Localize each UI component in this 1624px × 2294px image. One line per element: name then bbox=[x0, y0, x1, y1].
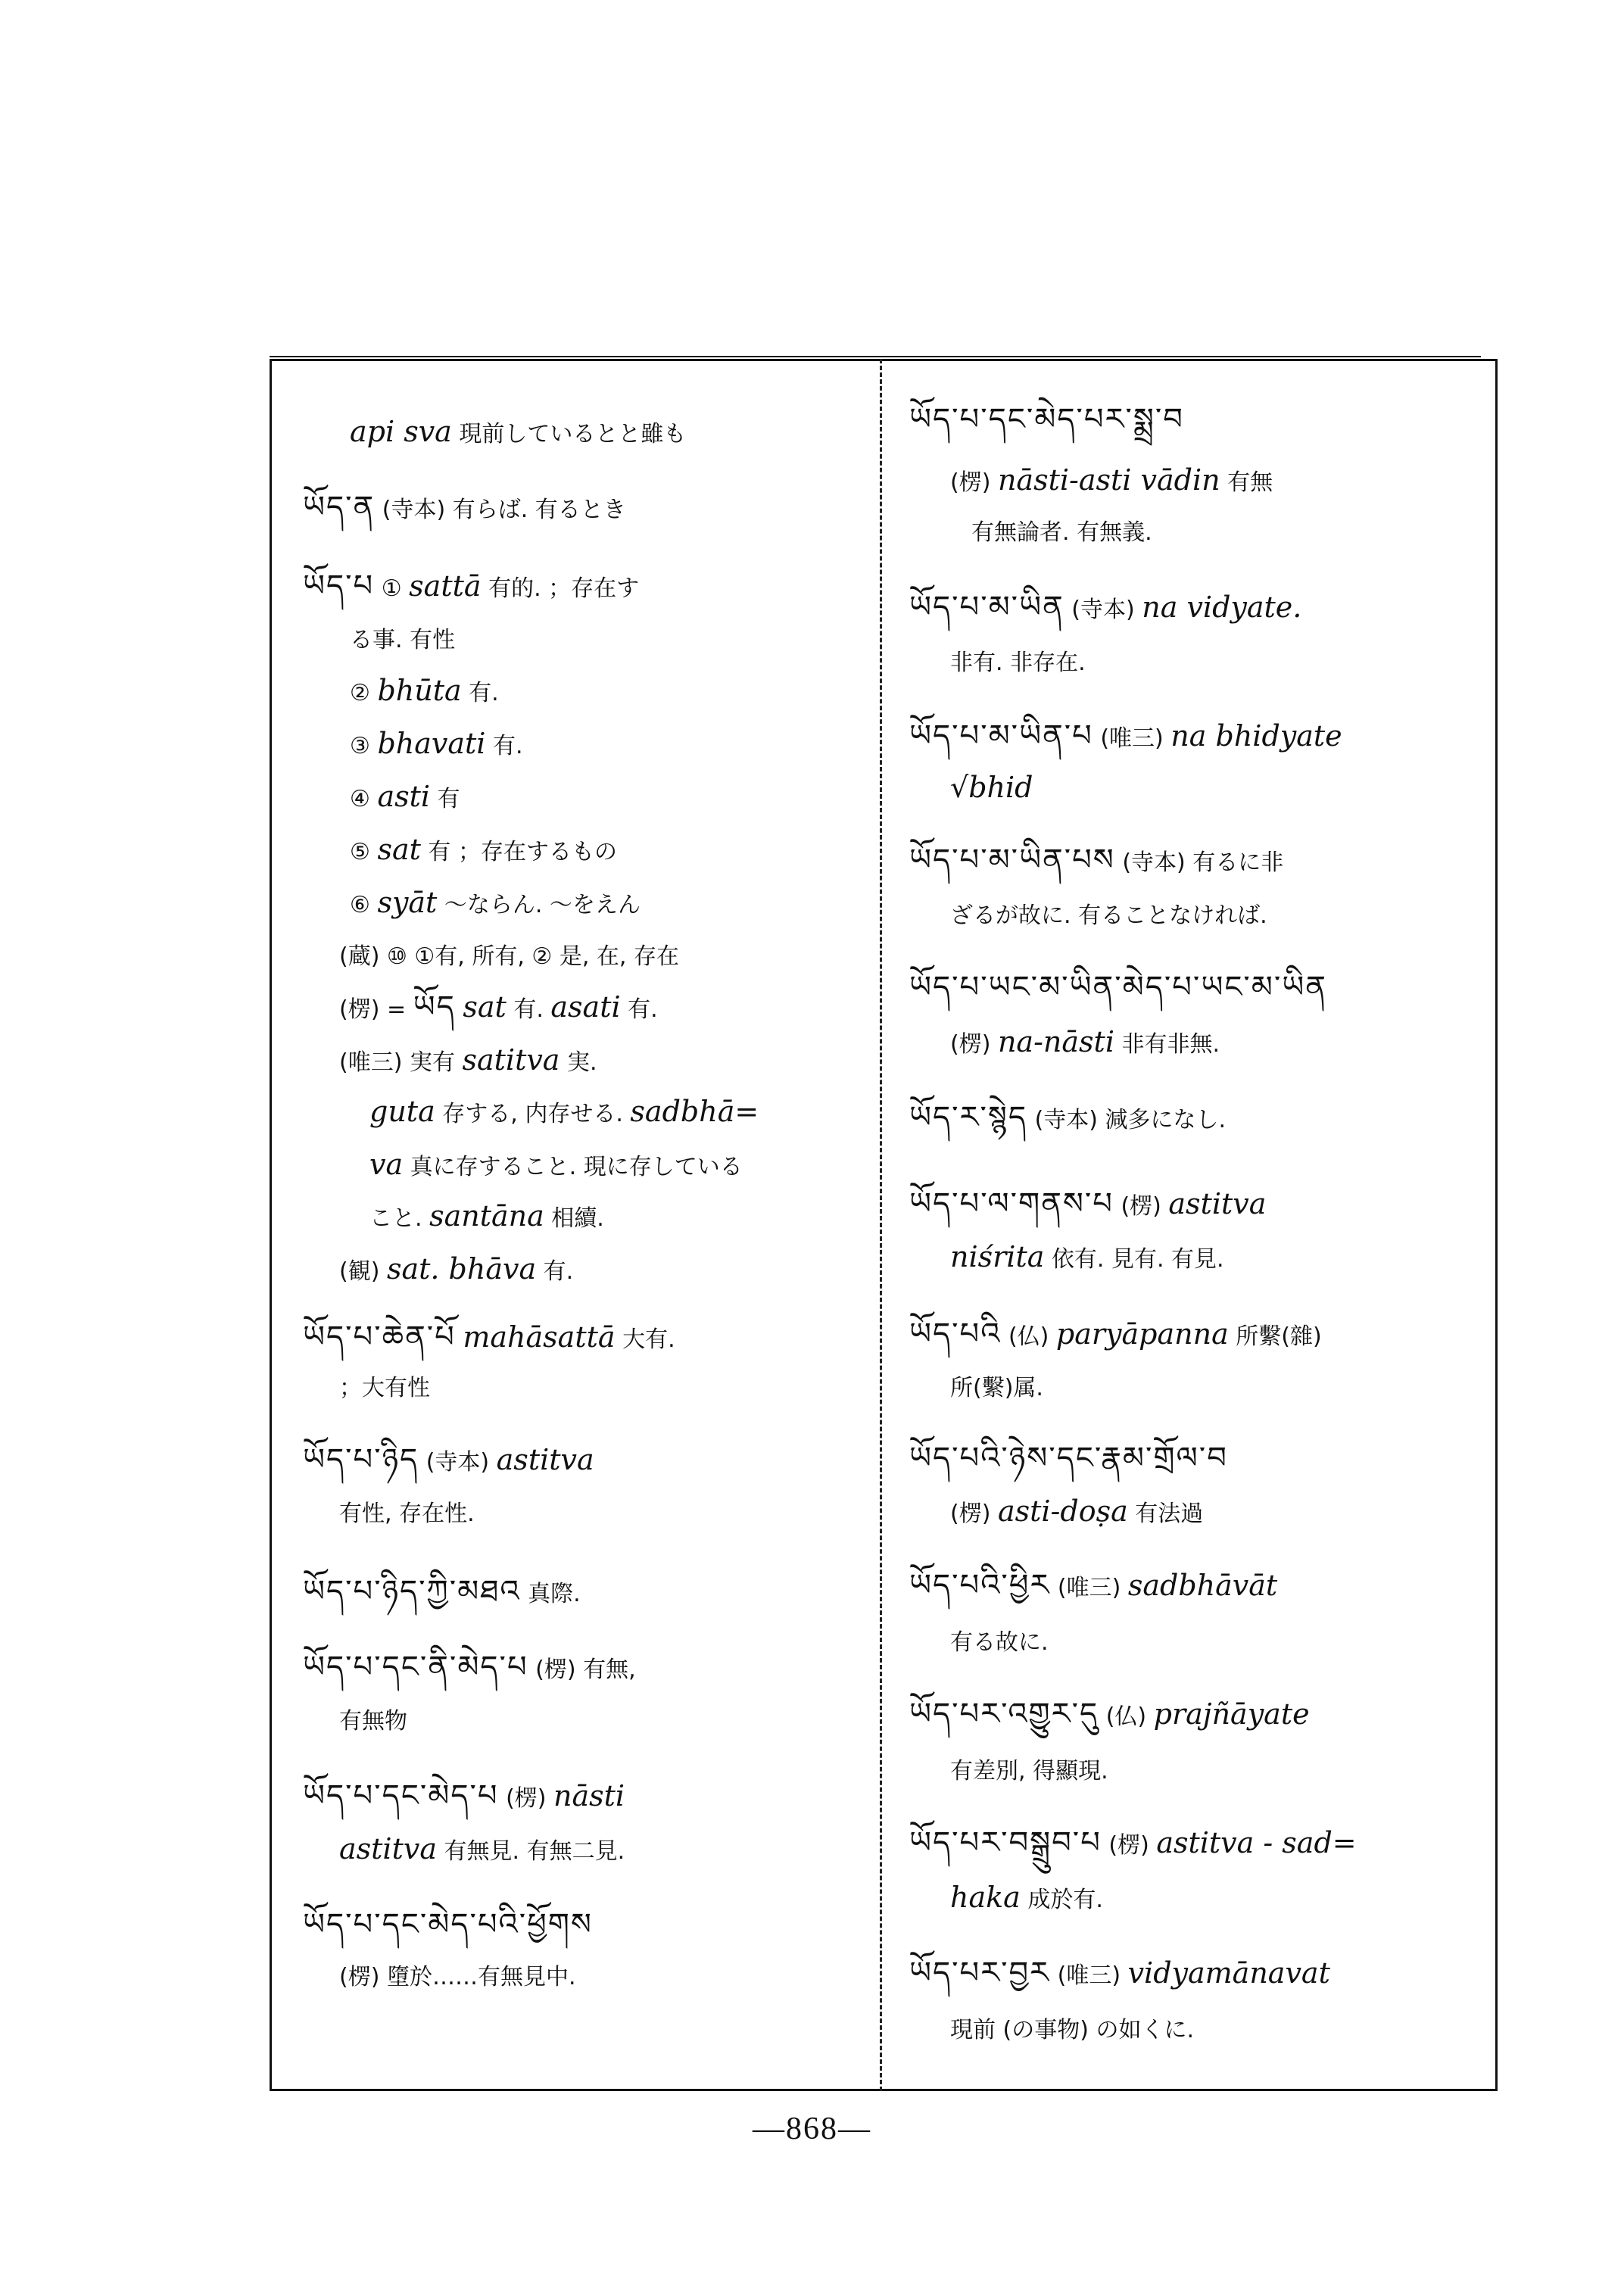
dictionary-entry-line bbox=[909, 1317, 1322, 1354]
sanskrit-term: santāna bbox=[429, 1199, 544, 1233]
dictionary-entry-line bbox=[350, 886, 641, 922]
dictionary-entry-line bbox=[909, 1956, 1330, 1993]
japanese-gloss: 有無論者. 有無義. bbox=[971, 519, 1152, 546]
source-citation: (寺本) 減多になし. bbox=[1027, 1107, 1227, 1133]
source-citation: (唯三) bbox=[1050, 1962, 1128, 1989]
tibetan-headword: ཡོད་པ་ཡང་མ་ཡིན་མེད་པ་ཡང་མ་ཡིན bbox=[909, 970, 1327, 1005]
tibetan-headword: ཡོད་པ་མ་ཡིན bbox=[909, 590, 1064, 625]
japanese-gloss: ⑥ bbox=[350, 892, 378, 918]
sanskrit-term: sat. bhāva bbox=[386, 1252, 537, 1286]
dictionary-entry-line bbox=[350, 674, 499, 710]
dictionary-entry-line bbox=[909, 1101, 1226, 1137]
dictionary-entry-line bbox=[303, 1650, 636, 1687]
source-citation: (寺本) bbox=[419, 1449, 497, 1476]
tibetan-headword: ཡོད་པའི bbox=[909, 1317, 1002, 1351]
dictionary-entry-line bbox=[303, 1779, 625, 1816]
source-citation: (寺本) 有るに非 bbox=[1114, 849, 1284, 876]
dictionary-entry-line bbox=[350, 833, 617, 869]
japanese-gloss: 相續. bbox=[544, 1205, 604, 1232]
japanese-gloss: ① bbox=[374, 575, 410, 602]
dictionary-entry-line bbox=[339, 1496, 475, 1531]
tibetan-headword: ཡོད་པ་དང་མེད་པའི་ཕྱོགས bbox=[303, 1907, 593, 1942]
japanese-gloss: 有的. ；存在す bbox=[481, 575, 640, 602]
dictionary-entry-line bbox=[950, 898, 1267, 933]
dictionary-entry-line bbox=[950, 1881, 1103, 1917]
japanese-gloss: 大有. bbox=[615, 1326, 675, 1353]
source-citation: (唯三) bbox=[1050, 1575, 1128, 1601]
japanese-gloss: 有. bbox=[536, 1258, 574, 1285]
japanese-gloss: 有る故に. bbox=[950, 1629, 1049, 1656]
dictionary-entry-line bbox=[950, 463, 1273, 500]
tibetan-headword: ཡོད་པ་མ་ཡིན་པ bbox=[909, 718, 1093, 753]
tibetan-headword: ཡོད་པའི་ཕྱིར bbox=[909, 1568, 1051, 1603]
source-citation: (仏) bbox=[1001, 1323, 1056, 1350]
sanskrit-term: asti-doṣa bbox=[997, 1495, 1128, 1528]
source-citation: (観) bbox=[339, 1258, 387, 1285]
sanskrit-term: √bhid bbox=[950, 771, 1033, 804]
dictionary-entry-line bbox=[339, 1370, 430, 1405]
tibetan-headword: ཡོད་པ་དང་མེད་པར་སྨྲ་བ bbox=[909, 402, 1184, 437]
dictionary-entry-line bbox=[350, 727, 523, 763]
japanese-gloss bbox=[456, 996, 463, 1023]
dictionary-entry-line bbox=[369, 1199, 604, 1236]
dictionary-entry-line bbox=[303, 1575, 581, 1611]
japanese-gloss: 有 bbox=[430, 786, 460, 812]
japanese-gloss: 有. bbox=[506, 996, 551, 1023]
dictionary-entry-line bbox=[950, 771, 1033, 806]
sanskrit-term: astitva bbox=[339, 1832, 437, 1865]
dictionary-entry-line bbox=[909, 971, 1327, 1005]
dictionary-entry-line bbox=[909, 1187, 1266, 1223]
source-citation: (楞) bbox=[950, 469, 998, 496]
dictionary-entry-line bbox=[950, 2012, 1194, 2047]
dictionary-entry-line bbox=[339, 1959, 575, 1994]
tibetan-headword: ཡོད bbox=[413, 990, 456, 1024]
japanese-gloss: 非有. 非存在. bbox=[950, 650, 1086, 676]
japanese-gloss: ④ bbox=[350, 786, 378, 812]
sanskrit-term: nāsti bbox=[553, 1779, 625, 1812]
japanese-gloss: 現前しているとと雖も bbox=[451, 421, 687, 447]
tibetan-headword: ཡོད་པ་ལ་གནས་པ bbox=[909, 1186, 1114, 1221]
sanskrit-term: syāt bbox=[377, 886, 438, 919]
sanskrit-term: astitva - sad= bbox=[1156, 1826, 1357, 1859]
japanese-gloss bbox=[456, 1326, 463, 1353]
sanskrit-term: paryāpanna bbox=[1055, 1317, 1229, 1351]
japanese-gloss: 有. bbox=[461, 680, 499, 706]
japanese-gloss: 実. bbox=[560, 1049, 597, 1076]
tibetan-headword: ཡོད་པ bbox=[303, 569, 375, 603]
source-citation: (楞) bbox=[950, 1501, 998, 1527]
japanese-gloss: 有 ；存在するもの bbox=[420, 839, 617, 865]
dictionary-entry-line bbox=[950, 645, 1086, 680]
sanskrit-term: nāsti-asti vādin bbox=[997, 463, 1220, 497]
dictionary-entry-line bbox=[303, 569, 639, 606]
japanese-gloss: 有性, 存在性. bbox=[339, 1501, 475, 1527]
tibetan-headword: ཡོད་པར་བྱར bbox=[909, 1956, 1051, 1990]
tibetan-headword: ཡོད་པ་ཆེན་པོ bbox=[303, 1320, 456, 1354]
tibetan-headword: ཡོད་པ་མ་ཡིན་པས bbox=[909, 843, 1115, 877]
frame-top-rule bbox=[270, 356, 1481, 357]
sanskrit-term: asati bbox=[550, 990, 621, 1024]
japanese-gloss: ；大有性 bbox=[339, 1375, 430, 1401]
sanskrit-term: guta bbox=[369, 1095, 435, 1128]
source-citation: (楞) bbox=[1101, 1832, 1157, 1859]
source-citation: (寺本) 有らば. 有るとき bbox=[375, 497, 626, 523]
tibetan-headword: ཡོད་པ་ཉིད bbox=[303, 1442, 419, 1477]
tibetan-headword: ཡོད་པ་དང་མེད་པ bbox=[303, 1778, 499, 1813]
sanskrit-term: sadbhāvāt bbox=[1127, 1569, 1278, 1602]
dictionary-entry-line bbox=[909, 843, 1283, 880]
tibetan-headword: ཡོད་པར་བསྒྲུབ་པ bbox=[909, 1825, 1102, 1860]
sanskrit-term: asti bbox=[377, 780, 431, 813]
japanese-gloss: 所(繫)属. bbox=[950, 1375, 1043, 1401]
sanskrit-term: haka bbox=[950, 1881, 1021, 1914]
source-citation: (仏) bbox=[1099, 1703, 1154, 1730]
dictionary-entry-line bbox=[909, 719, 1342, 756]
dictionary-entry-line bbox=[909, 1442, 1228, 1476]
japanese-gloss: 有. bbox=[620, 996, 658, 1023]
dictionary-entry-line bbox=[303, 1320, 675, 1357]
japanese-gloss: 存する, 内存せる. bbox=[435, 1101, 631, 1127]
dictionary-entry-line bbox=[339, 1252, 573, 1289]
source-citation: (蔵) ⑩ ①有, 所有, ② 是, 在, 存在 bbox=[339, 943, 679, 970]
japanese-gloss: 有. bbox=[485, 733, 523, 759]
sanskrit-term: mahāsattā bbox=[463, 1320, 616, 1354]
dictionary-entry-line bbox=[303, 1443, 594, 1479]
source-citation: (楞) bbox=[498, 1785, 554, 1812]
japanese-gloss: ざるが故に. 有ることなければ. bbox=[950, 902, 1267, 929]
dictionary-entry-line bbox=[950, 1753, 1108, 1788]
japanese-gloss: 有無見. 有無二見. bbox=[436, 1838, 625, 1865]
sanskrit-term: sat bbox=[377, 833, 421, 866]
dictionary-entry-line bbox=[350, 780, 460, 816]
japanese-gloss: ② bbox=[350, 680, 378, 706]
dictionary-entry-line bbox=[369, 1148, 743, 1184]
dictionary-entry-line bbox=[909, 1826, 1357, 1862]
tibetan-headword: ཡོད་པར་འགྱུར་དུ bbox=[909, 1697, 1099, 1731]
column-divider bbox=[880, 359, 882, 2091]
sanskrit-term: bhavati bbox=[377, 727, 486, 760]
sanskrit-term: sattā bbox=[409, 569, 482, 603]
japanese-gloss: 真際. bbox=[520, 1581, 581, 1607]
dictionary-entry-line bbox=[303, 491, 626, 527]
dictionary-entry-line bbox=[339, 1832, 625, 1869]
dictionary-entry-line bbox=[950, 1495, 1203, 1531]
sanskrit-term: vidyamānavat bbox=[1127, 1956, 1330, 1990]
tibetan-headword: ཡོད་པ་དང་ནི་མེད་པ bbox=[303, 1650, 528, 1685]
sanskrit-term: na bhidyate bbox=[1170, 719, 1342, 753]
dictionary-entry-line bbox=[950, 1370, 1043, 1405]
dictionary-entry-line bbox=[909, 1697, 1310, 1734]
japanese-gloss: ⑤ bbox=[350, 839, 378, 865]
dictionary-entry-line bbox=[350, 415, 686, 451]
sanskrit-term: va bbox=[369, 1148, 404, 1181]
sanskrit-term: astitva bbox=[496, 1443, 594, 1476]
dictionary-entry-line bbox=[971, 515, 1152, 550]
dictionary-entry-line bbox=[909, 591, 1301, 627]
tibetan-headword: ཡོད་པའི་ཉེས་དང་རྣམ་གྲོལ་བ bbox=[909, 1441, 1228, 1476]
sanskrit-term: sat bbox=[463, 990, 507, 1024]
dictionary-entry-line bbox=[350, 622, 455, 657]
source-citation: (楞) = bbox=[339, 996, 413, 1023]
source-citation: (楞) 有無, bbox=[528, 1657, 636, 1683]
japanese-gloss: る事. 有性 bbox=[350, 627, 456, 653]
sanskrit-term: bhūta bbox=[377, 674, 462, 707]
dictionary-entry-line bbox=[909, 1569, 1277, 1605]
japanese-gloss: 〜ならん. 〜をえん bbox=[437, 892, 641, 918]
japanese-gloss: 依有. 見有. 有見. bbox=[1044, 1246, 1224, 1273]
japanese-gloss: 有無物 bbox=[339, 1708, 407, 1735]
dictionary-entry-line bbox=[339, 990, 658, 1027]
dictionary-entry-line bbox=[339, 939, 679, 974]
sanskrit-term: satitva bbox=[462, 1043, 560, 1077]
sanskrit-term: na-nāsti bbox=[997, 1025, 1114, 1058]
sanskrit-term: niśrita bbox=[950, 1240, 1045, 1273]
sanskrit-term: api sva bbox=[350, 415, 452, 448]
dictionary-entry-line bbox=[339, 1703, 407, 1738]
dictionary-entry-line bbox=[950, 1240, 1224, 1276]
source-citation: (楞) bbox=[1113, 1193, 1169, 1220]
page-number: —868— bbox=[753, 2112, 871, 2146]
source-citation: (唯三) bbox=[1093, 725, 1171, 752]
japanese-gloss: 現前 (の事物) の如くに. bbox=[950, 2017, 1195, 2043]
japanese-gloss: こと. bbox=[369, 1205, 430, 1232]
tibetan-headword: ཡོད་ན bbox=[303, 490, 376, 525]
sanskrit-term: sadbhā= bbox=[630, 1095, 759, 1128]
japanese-gloss: 所繫(雜) bbox=[1228, 1323, 1322, 1350]
source-citation: (唯三) 実有 bbox=[339, 1049, 463, 1076]
dictionary-entry-line bbox=[909, 403, 1184, 438]
japanese-gloss: ③ bbox=[350, 733, 378, 759]
sanskrit-term: prajñāyate bbox=[1153, 1697, 1310, 1731]
dictionary-entry-line bbox=[950, 1025, 1220, 1061]
dictionary-entry-line bbox=[303, 1908, 593, 1943]
sanskrit-term: astitva bbox=[1168, 1187, 1267, 1220]
dictionary-entry-line bbox=[950, 1625, 1049, 1660]
japanese-gloss: 真に存すること. 現に存している bbox=[403, 1154, 743, 1180]
japanese-gloss: 有無 bbox=[1220, 469, 1273, 496]
source-citation: (寺本) bbox=[1064, 597, 1142, 623]
tibetan-headword: ཡོད་པ་ཉིད་ཀྱི་མཐའ bbox=[303, 1574, 521, 1609]
japanese-gloss: 非有非無. bbox=[1114, 1031, 1220, 1058]
dictionary-entry-line bbox=[369, 1095, 759, 1131]
japanese-gloss: 成於有. bbox=[1020, 1887, 1103, 1913]
source-citation: (楞) 墮於……有無見中. bbox=[339, 1964, 576, 1990]
dictionary-entry-line bbox=[339, 1043, 597, 1080]
japanese-gloss: 有法過 bbox=[1127, 1501, 1204, 1527]
source-citation: (楞) bbox=[950, 1031, 998, 1058]
sanskrit-term: na vidyate. bbox=[1142, 591, 1302, 624]
japanese-gloss: 有差別, 得顯現. bbox=[950, 1758, 1108, 1784]
tibetan-headword: ཡོད་ར་སྙེད bbox=[909, 1100, 1028, 1135]
